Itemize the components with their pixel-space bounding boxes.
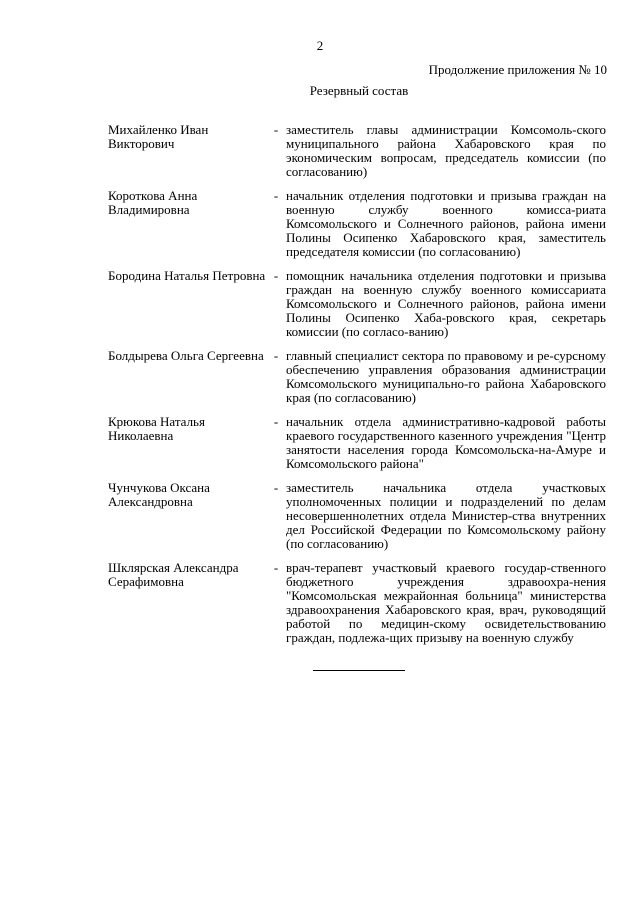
member-name: Чунчукова Оксана Александровна [108,480,210,509]
member-dash: - [273,268,279,283]
member-name: Бородина Наталья Петровна [108,268,266,283]
member-row [108,415,606,471]
member-dash: - [273,414,279,429]
member-dash: - [273,348,279,363]
member-dash: - [273,188,279,203]
member-description: помощник начальника отделения подготовки и призыва граждан на военную службу военного комиссариата Комсомольского и Солнечного районов, района имени Полины Осипенко Хаба-ровского края, секретарь комиссии (по согласо-ванию) [286,268,606,339]
end-rule [313,670,405,671]
page-number: 2 [316,38,324,53]
continuation-note: Продолжение приложения № 10 [428,62,607,77]
member-description: врач-терапевт участковый краевого государ-ственного бюджетного учреждения здравоохра-нения "Комсомольская межрайонная больница" министерства здравоохранения Хабаровского края, врач, руководящий работой по медицин-скому освидетельствованию граждан, подлежа-щих призыву на военную службу [286,560,606,645]
member-row [108,189,606,259]
member-row [108,561,606,645]
member-name: Михайленко Иван Викторович [108,122,209,151]
member-description: заместитель главы администрации Комсомоль-ского муниципального района Хабаровского края по экономическим вопросам, председатель комиссии (по согласованию) [286,122,606,179]
member-row [108,481,606,551]
member-description: начальник отделения подготовки и призыва граждан на военную службу военного комисса-риата Комсомольского и Солнечного районов, района имени Полины Осипенко Хабаровского края, заместитель председателя комиссии (по согласованию) [286,188,606,259]
member-name: Крюкова Наталья Николаевна [108,414,205,443]
member-name: Шклярская Александра Серафимовна [108,560,239,589]
member-list [108,123,606,655]
member-name: Короткова Анна Владимировна [108,188,198,217]
member-dash: - [273,560,279,575]
section-title: Резервный состав [309,83,409,98]
member-row [108,349,606,405]
member-name: Болдырева Ольга Сергеевна [108,348,264,363]
member-description: заместитель начальника отдела участковых уполномоченных полиции и подразделений по делам несовершеннолетних отдела Министер-ства внутренних дел Российской Федерации по Комсомольскому району (по согласованию) [286,480,606,551]
member-row [108,123,606,179]
member-row [108,269,606,339]
member-dash: - [273,480,279,495]
member-description: главный специалист сектора по правовому и ре-сурсному обеспечению управления образования администрации Комсомольского муниципально-го района Хабаровского края (по согласованию) [286,348,606,405]
member-description: начальник отдела административно-кадровой работы краевого государственного казенного учреждения "Центр занятости населения города Комсомольска-на-Амуре и Комсомольского района" [286,414,606,471]
member-dash: - [273,122,279,137]
